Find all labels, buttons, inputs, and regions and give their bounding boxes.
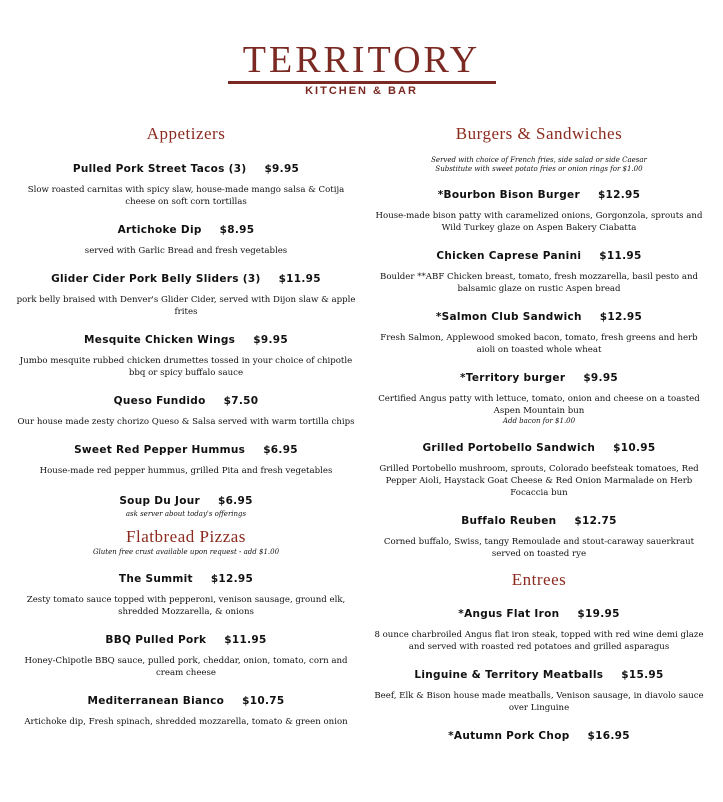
item-price: $12.95 [597,189,641,201]
left-column [16,112,356,728]
menu-item [371,663,707,714]
item-price: $9.95 [253,334,288,346]
item-price: $8.95 [219,224,255,236]
item-price: $12.95 [210,573,254,585]
burgers-substitute-note: Substitute with sweet potato fries or onion rings for $1.00 [435,165,643,173]
logo-title: TERRITORY [242,39,481,81]
item-description: Certified Angus patty with lettuce, tomato, onion and cheese on a toasted Aspen Mountain bun [378,394,700,416]
right-column [371,112,707,743]
item-name: Mesquite Chicken Wings [84,334,236,346]
item-name: Soup Du Jour [119,495,200,507]
logo-divider [228,81,496,84]
item-price: $16.95 [587,730,630,742]
item-name: *Angus Flat Iron [458,608,560,620]
menu-item [16,328,356,379]
menu-item [371,183,707,234]
item-price: $10.75 [242,695,285,707]
item-name: Pulled Pork Street Tacos (3) [72,163,247,175]
item-price: $15.95 [621,669,664,681]
appetizers-heading: Appetizers [146,124,226,143]
item-description: Slow roasted carnitas with spicy slaw, house-made mango salsa & Cotija cheese on soft corn tortillas [27,185,345,207]
item-price: $12.75 [574,515,617,527]
item-name: *Territory burger [459,372,566,384]
item-description: 8 ounce charbroiled Angus flat iron steak, topped with red wine demi glaze and served with roasted red potatoes and grilled asparagus [374,630,704,652]
item-price: $9.95 [264,163,300,175]
item-price: $11.95 [278,273,321,285]
flatbread-heading: Flatbread Pizzas [126,527,246,546]
item-description: pork belly braised with Denver's Glider Cider, served with Dijon slaw & apple frites [16,295,356,317]
menu-item [371,366,707,426]
item-name: Queso Fundido [113,395,206,407]
item-price: $7.50 [223,395,259,407]
menu-item [371,244,707,295]
menu-item [16,438,356,477]
item-price: $9.95 [583,372,619,384]
item-note: Add bacon for $1.00 [502,417,576,425]
item-name: *Autumn Pork Chop [448,730,570,742]
item-description: Honey-Chipotle BBQ sauce, pulled pork, cheddar, onion, tomato, corn and cream cheese [24,656,348,678]
item-name: Artichoke Dip [117,224,202,236]
item-description: Grilled Portobello mushroom, sprouts, Colorado beefsteak tomatoes, Red Pepper Aioli, Haystack Goat Cheese & Red Onion Marmalade on Herb Focaccia bun [379,464,699,498]
menu-item [16,567,356,618]
item-name: *Bourbon Bison Burger [437,189,580,201]
menu-item [16,218,356,257]
item-description: served with Garlic Bread and fresh vegetables [84,246,288,256]
item-name: Linguine & Territory Meatballs [414,669,604,681]
item-price: $19.95 [577,608,620,620]
menu-item [16,489,356,519]
item-description: Artichoke dip, Fresh spinach, shredded mozzarella, tomato & green onion [24,717,348,727]
burgers-note: Served with choice of French fries, side salad or side Caesar [431,156,647,164]
item-price: $6.95 [217,495,253,507]
logo-subtitle: KITCHEN & BAR [305,85,418,97]
item-price: $11.95 [224,634,267,646]
item-description: House-made bison patty with caramelized onions, Gorgonzola, sprouts and Wild Turkey glaze on Aspen Bakery Ciabatta [375,211,703,233]
menu-item [16,689,356,728]
item-description: House-made red pepper hummus, grilled Pita and fresh vegetables [39,466,333,476]
menu-item [371,602,707,653]
menu-item [371,724,707,743]
item-description: Corned buffalo, Swiss, tangy Remoulade and stout-caraway sauerkraut served on toasted rye [383,537,695,559]
item-name: Sweet Red Pepper Hummus [74,444,246,456]
item-price: $10.95 [613,442,656,454]
menu-item [371,305,707,356]
entrees-heading: Entrees [511,570,567,589]
item-note: ask server about today's offerings [125,510,247,518]
menu-item [16,157,356,208]
menu-item [371,436,707,499]
menu-item [16,267,356,318]
item-name: Chicken Caprese Panini [436,250,582,262]
flatbread-note: Gluten free crust available upon request - add $1.00 [92,548,280,556]
menu-item [371,509,707,560]
item-description: Fresh Salmon, Applewood smoked bacon, tomato, fresh greens and herb aioli on toasted whole wheat [380,333,698,355]
menu-item [16,389,356,428]
item-description: Boulder **ABF Chicken breast, tomato, fresh mozzarella, basil pesto and balsamic glaze on rustic Aspen bread [380,272,698,294]
item-name: *Salmon Club Sandwich [435,311,582,323]
item-price: $11.95 [599,250,642,262]
logo [0,40,723,97]
item-price: $12.95 [599,311,643,323]
item-name: Glider Cider Pork Belly Sliders (3) [51,273,261,285]
item-description: Jumbo mesquite rubbed chicken drumettes tossed in your choice of chipotle bbq or spicy buffalo sauce [19,356,353,378]
burgers-heading: Burgers & Sandwiches [455,124,623,143]
item-name: BBQ Pulled Pork [105,634,207,646]
menu-item [16,628,356,679]
item-description: Our house made zesty chorizo Queso & Salsa served with warm tortilla chips [17,417,355,427]
item-name: Buffalo Reuben [461,515,557,527]
item-price: $6.95 [263,444,298,456]
item-description: Zesty tomato sauce topped with pepperoni, venison sausage, ground elk, shredded Mozzarella, & onions [26,595,346,617]
item-name: Grilled Portobello Sandwich [422,442,596,454]
item-name: Mediterranean Bianco [87,695,225,707]
item-name: The Summit [118,573,193,585]
item-description: Beef, Elk & Bison house made meatballs, Venison sausage, in diavolo sauce over Linguine [374,691,704,713]
